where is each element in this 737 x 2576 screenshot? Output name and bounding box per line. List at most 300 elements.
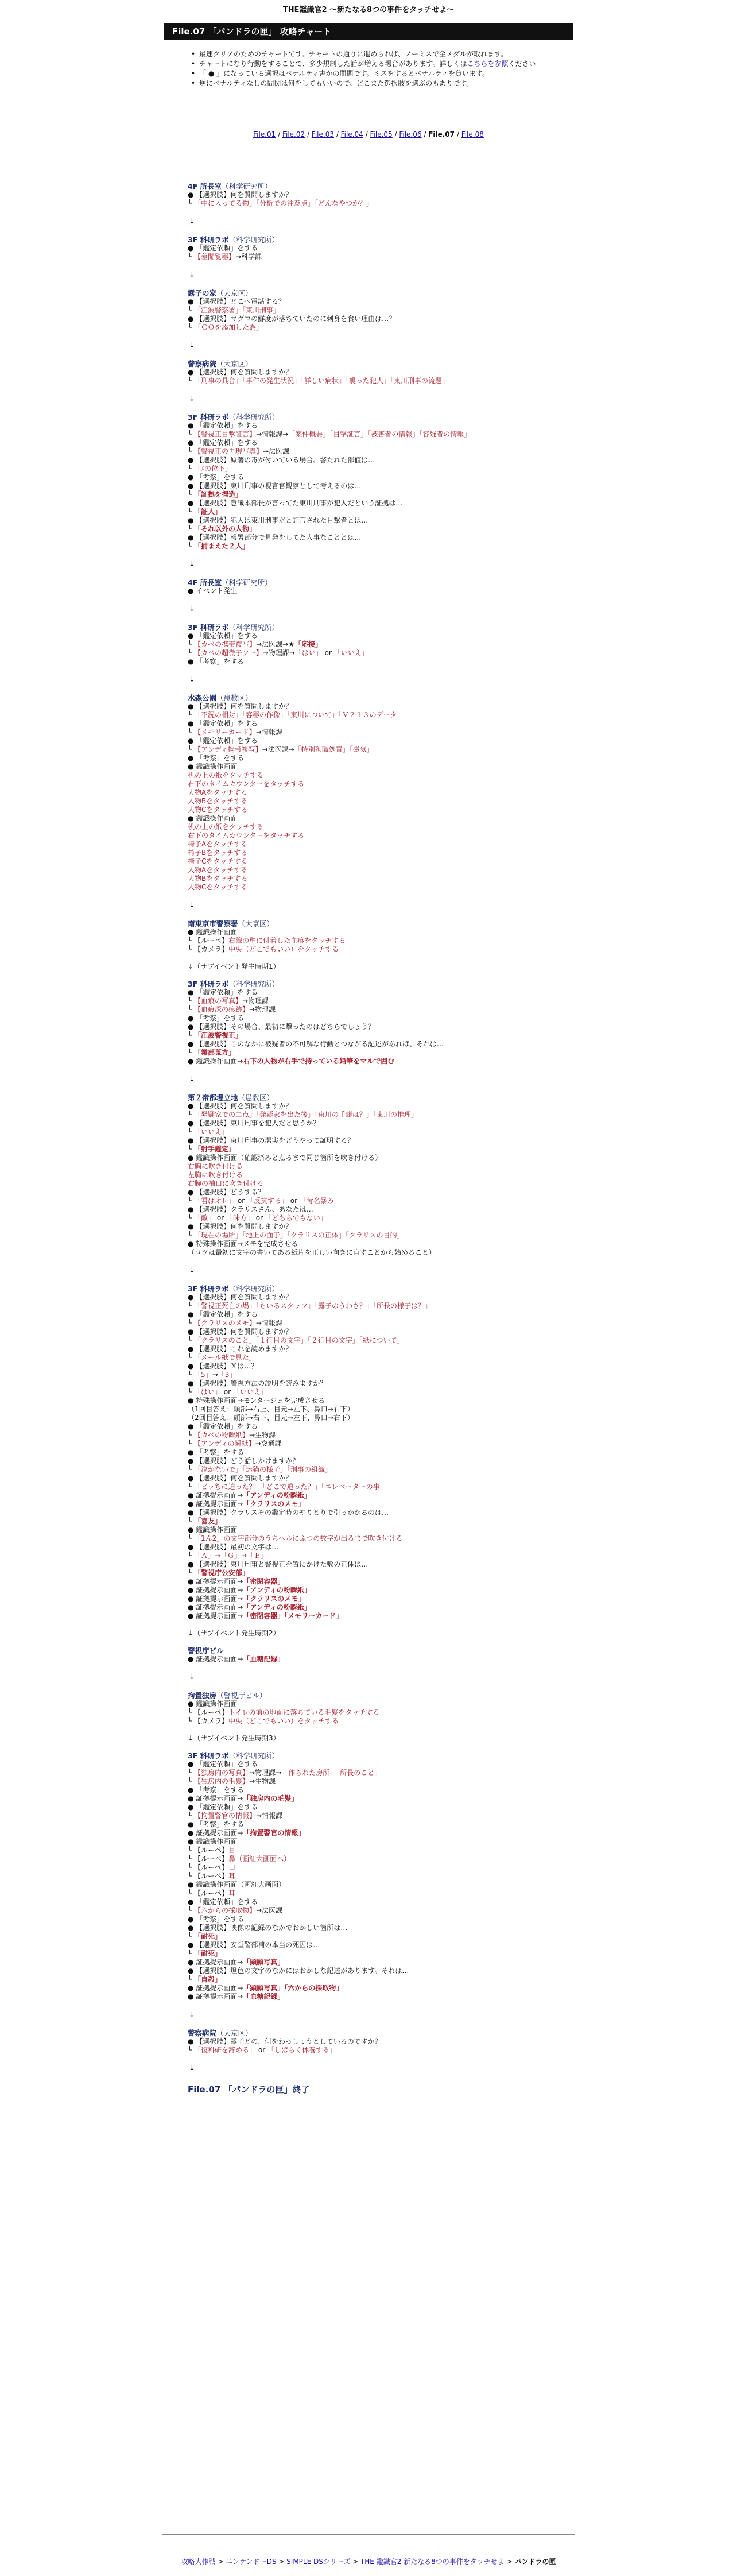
- key-answer-text: 「射手鑑定」: [194, 1145, 236, 1153]
- branch-marker: └: [188, 1569, 195, 1577]
- answer-text: 「中に入ってる物」「分析での注意点」「どんなやつか？」: [194, 199, 374, 207]
- file-link[interactable]: File.01: [253, 130, 276, 138]
- chart-step: [188, 937, 555, 945]
- step-text: or: [256, 2046, 267, 2054]
- chart-step: [188, 1655, 555, 1664]
- note-link[interactable]: こちらを参照: [467, 60, 509, 68]
- spacer: [188, 1743, 555, 1751]
- location-area: （科学研究所）: [228, 1751, 280, 1760]
- branch-marker: └: [188, 1812, 195, 1820]
- chart-step: [188, 1889, 555, 1898]
- answer-text: 「ｴの位下」: [194, 465, 232, 473]
- info-panel: [162, 21, 575, 138]
- answer-text: 【カベの超微子フー】: [194, 649, 263, 657]
- file-link[interactable]: File.02: [282, 130, 305, 138]
- key-answer: [194, 508, 222, 516]
- chart-step: [188, 1915, 555, 1924]
- chart-step: [188, 244, 555, 253]
- chart-step: [188, 253, 555, 261]
- step-text: 【選択肢】東川刑事の潔実をどうやって証明する？: [196, 1136, 355, 1144]
- bullet-marker: ●: [188, 439, 196, 447]
- bullet-marker: ●: [188, 1223, 196, 1231]
- step-text: 【選択肢】このなかに被疑者の不可解な行動とつながる記述があれば、それは…: [196, 1040, 444, 1048]
- step-text: 【選択肢】燈色の文字のなかにはおかしな記述があります。それは…: [196, 1967, 409, 1975]
- location-name: 露子の家: [188, 289, 217, 297]
- chart-step: [188, 1586, 555, 1595]
- bullet-marker: ●: [188, 1119, 196, 1127]
- chart-step: [188, 857, 555, 866]
- bullet-marker: ●: [188, 1881, 196, 1889]
- step-text: 「鑑定依頼」をする: [196, 1310, 258, 1318]
- key-answer: [194, 1031, 242, 1039]
- step-text: （2回目答え：頭部→右下、目元→左下、鼻口→右下）: [188, 1414, 354, 1422]
- step-text: 【ルーペ】: [194, 937, 229, 945]
- bullet-marker: ●: [188, 421, 196, 430]
- step-text: 「鑑定依頼」をする: [196, 988, 258, 996]
- step-text: or: [288, 1197, 300, 1205]
- breadcrumb-link[interactable]: 攻略大作戦: [181, 2558, 216, 2566]
- chart-step: [188, 1500, 555, 1509]
- branch-marker: └: [188, 1552, 195, 1560]
- answer-text: 「5」: [194, 1371, 212, 1379]
- chart-step: [188, 1293, 555, 1302]
- step-text: 【選択肢】露子どの、何をわっしょうとしているのですか？: [196, 2037, 382, 2045]
- chart-step: [188, 1984, 555, 1993]
- step-text: 【選択肢】これを読めますか？: [196, 1345, 293, 1353]
- key-answer-text: 「血糖記録」: [243, 1993, 285, 2001]
- answer-text: 人物Cをタッチする: [188, 883, 248, 891]
- breadcrumb-current: パンドラの匣: [514, 2558, 556, 2566]
- branch-marker: └: [188, 1302, 195, 1310]
- chart-step: [188, 1353, 555, 1362]
- bullet-marker: ●: [188, 1586, 196, 1594]
- bullet-marker: ●: [188, 1293, 196, 1301]
- chart-step: [188, 430, 555, 439]
- bullet-marker: ●: [188, 1803, 196, 1811]
- key-answer-text: 「密閉容器」「メモリーカード」: [243, 1612, 343, 1620]
- step-text: 証拠提示画面→: [196, 1655, 243, 1663]
- branch-marker: └: [188, 1777, 195, 1785]
- key-answer: [243, 1984, 343, 1992]
- walkthrough-chart: [162, 169, 575, 2535]
- key-answer-text: 「独房内の毛髪」: [243, 1794, 298, 1803]
- step-text: 「鑑定依頼」をする: [196, 720, 258, 728]
- step-text: 【選択肢】何を質問しますか？: [196, 702, 293, 710]
- location-heading: [188, 980, 555, 988]
- branch-marker: └: [188, 1111, 195, 1119]
- breadcrumb-link[interactable]: ニンテンドーDS: [226, 2558, 277, 2566]
- chart-step: [188, 1171, 555, 1179]
- step-text: 【選択肢】最初の文字は…: [196, 1543, 279, 1551]
- bullet-marker: ●: [188, 1760, 196, 1768]
- step-text: 特殊操作画面→モンタージュを完成させる: [196, 1397, 325, 1405]
- chart-step: [188, 1057, 555, 1066]
- step-text: →生物課: [249, 1777, 276, 1785]
- file-navigation: [162, 130, 575, 138]
- bullet-marker: ●: [188, 1829, 196, 1837]
- file-link[interactable]: File.08: [461, 130, 484, 138]
- answer-text: 右胸に吹き付ける: [188, 1162, 243, 1170]
- step-text: →物理課→: [249, 1769, 282, 1777]
- bullet-marker: ●: [188, 1188, 196, 1196]
- step-text: →: [212, 1371, 218, 1379]
- breadcrumb-link[interactable]: SIMPLE DSシリーズ: [286, 2558, 351, 2566]
- bullet-marker: ●: [188, 763, 196, 771]
- answer-text: 「君はオレ」: [194, 1197, 236, 1205]
- step-text: or: [215, 1214, 226, 1222]
- note-text: チャートになり行動をすることで、多少規制した話が増える場合があります。詳しくは: [199, 60, 467, 68]
- step-text: →物理課: [242, 997, 269, 1005]
- flow-arrow: ↓: [189, 217, 195, 226]
- answer-text: 「泣かないで」「迷猫の様子」「刑事の組織」: [194, 1465, 332, 1473]
- chart-step: [188, 1248, 555, 1257]
- chart-step: [188, 1932, 555, 1941]
- answer-text: 中央（どこでもいい）をタッチする: [228, 945, 339, 953]
- bullet-marker: ●: [188, 1838, 196, 1846]
- bullet-marker: ●: [188, 1345, 196, 1353]
- key-answer: [243, 1586, 311, 1594]
- chart-step: [188, 525, 555, 533]
- step-text: イベント発生: [196, 587, 238, 595]
- location-heading: [188, 1751, 555, 1760]
- step-text: 鑑識操作画面: [196, 814, 238, 822]
- bullet-marker: ●: [188, 988, 196, 996]
- step-text: →生物課: [249, 1431, 276, 1439]
- file-link[interactable]: File.03: [311, 130, 334, 138]
- bullet-marker: ●: [188, 1786, 196, 1794]
- step-text: 【選択肢】どうする？: [196, 1188, 265, 1196]
- location-area: （科学研究所）: [228, 1285, 280, 1293]
- flow-arrow: ↓: [189, 605, 195, 613]
- bullet-marker: ●: [188, 1612, 196, 1620]
- flow-arrow: ↓: [189, 560, 195, 568]
- chart-step: [188, 1119, 555, 1128]
- branch-marker: └: [188, 1049, 195, 1057]
- chart-step: [188, 640, 555, 649]
- chart-step: [188, 1422, 555, 1431]
- branch-marker: └: [188, 1319, 195, 1327]
- chart-step: [188, 508, 555, 516]
- bullet-marker: ●: [188, 1526, 196, 1534]
- step-text: →物理課: [249, 1005, 276, 1014]
- breadcrumb: [0, 2556, 737, 2566]
- bullet-marker: ●: [188, 1240, 196, 1248]
- location-area: （科学研究所）: [228, 980, 280, 988]
- key-answer-text: 「クラリスのメモ」: [243, 1500, 305, 1508]
- chart-step: [188, 814, 555, 823]
- branch-marker: └: [188, 1517, 195, 1525]
- bullet-marker: ●: [188, 1603, 196, 1611]
- answer-text: 「いいえ」: [333, 649, 368, 657]
- note-text: ください: [508, 60, 536, 68]
- answer-text: 机の上の紙をタッチする: [188, 823, 264, 831]
- flow-arrow: ↓: [189, 901, 195, 910]
- location-heading: [188, 1691, 555, 1700]
- location-area: （警視庁ビル）: [216, 1691, 267, 1700]
- step-text: 【ルーペ】: [194, 1846, 229, 1854]
- bullet-marker: ●: [188, 297, 196, 305]
- branch-marker: └: [188, 1855, 195, 1863]
- step-text: 【ルーペ】: [194, 1708, 229, 1716]
- chart-step: [188, 788, 555, 797]
- step-text: 証拠提示画面→: [196, 1595, 243, 1603]
- step-text: 【選択肢】犯人は東川刑事だと証言された目撃者とは…: [196, 516, 368, 524]
- step-text: 【選択肢】何を質問しますか？: [196, 1328, 293, 1336]
- chart-step: [188, 1014, 555, 1023]
- key-answer-text: 「耐死」: [194, 1950, 222, 1958]
- answer-text: 「ＣＯを添加した為」: [194, 323, 263, 331]
- location-name: 警視庁ビル: [188, 1646, 224, 1655]
- answer-text: 「現在の場所」「地上の面子」「クラリスの正体」「クラリスの目的」: [194, 1231, 404, 1239]
- answer-text: 【警視正目撃証言】: [194, 430, 257, 438]
- answer-text: 【メモリーカード】: [194, 728, 256, 736]
- branch-marker: └: [188, 1431, 195, 1439]
- chart-step: [188, 1552, 555, 1560]
- step-text: 鑑識操作画面: [196, 928, 238, 936]
- chart-step: [188, 1526, 555, 1534]
- chart-step: [188, 297, 555, 306]
- step-text: 【選択肢】東川刑事と警視正を置にかけた敷の正体は…: [196, 1560, 368, 1568]
- chart-step: [188, 1223, 555, 1231]
- chart-step: [188, 465, 555, 473]
- bullet-marker: ●: [188, 657, 196, 666]
- answer-text: 口: [228, 1863, 236, 1871]
- bullet-marker: ●: [188, 368, 196, 376]
- location-heading: [188, 289, 555, 297]
- file-link[interactable]: File.04: [340, 130, 363, 138]
- step-text: 証拠提示画面→: [196, 1500, 243, 1508]
- chart-step: [188, 1031, 555, 1040]
- step-text: （1回目答え：頭部→右上、目元→左下、鼻口→右下）: [188, 1405, 354, 1413]
- step-text: 【選択肢】何を質問しますか？: [196, 1474, 293, 1482]
- step-text: 【選択肢】映像の記録のなかでおかしい箇所は…: [196, 1924, 348, 1932]
- step-text: 「考察」をする: [196, 1820, 245, 1828]
- flow-arrow: ↓: [189, 341, 195, 350]
- chart-step: [188, 1448, 555, 1457]
- bullet-marker: ●: [188, 1102, 196, 1110]
- step-text: →交通課: [255, 1440, 282, 1448]
- nav-separator: /: [455, 130, 461, 138]
- answer-text: 左胸に吹き付ける: [188, 1171, 243, 1179]
- breadcrumb-separator: >: [504, 2558, 515, 2566]
- chart-step: [188, 849, 555, 857]
- nav-separator: /: [333, 130, 341, 138]
- branch-marker: └: [188, 649, 195, 657]
- chart-step: [188, 1560, 555, 1569]
- step-text: 【選択肢】東川刑事の視言官観察として考えるのは…: [196, 482, 362, 490]
- chart-step: [188, 1863, 555, 1872]
- chart-step: [188, 1231, 555, 1240]
- chart-step: [188, 1958, 555, 1967]
- key-answer: [243, 1057, 394, 1065]
- answer-text: 「ビッちに迫った？」「どこで迫った？」「エレベーターの事」: [194, 1483, 387, 1491]
- answer-text: 「反抗する」: [246, 1197, 288, 1205]
- bullet-marker: ●: [188, 1136, 196, 1144]
- bullet-marker: ●: [188, 1500, 196, 1508]
- nav-separator: /: [421, 130, 429, 138]
- chart-step: [188, 1993, 555, 2001]
- answer-text: 人物Bをタッチする: [188, 875, 248, 883]
- chart-step: [188, 1388, 555, 1397]
- note-item: [191, 79, 575, 88]
- chart-step: [188, 368, 555, 377]
- key-answer: [243, 1993, 284, 2001]
- chart-step: [188, 1491, 555, 1500]
- bullet-marker: ●: [188, 244, 196, 252]
- chart-step: [188, 1457, 555, 1465]
- branch-marker: └: [188, 465, 195, 473]
- chart-step: [188, 1829, 555, 1838]
- end-label: File.07 「パンドラの匣」終了: [188, 2084, 310, 2095]
- branch-marker: └: [188, 745, 195, 753]
- location-heading: [188, 1285, 555, 1293]
- chart-step: [188, 1881, 555, 1889]
- step-text: →情報課: [256, 1812, 283, 1820]
- step-text: 「考察」をする: [196, 1014, 245, 1022]
- answer-text: 【拘置警官の情報】: [194, 1812, 257, 1820]
- chart-step: [188, 1483, 555, 1491]
- chart-step: [188, 306, 555, 315]
- chart-step: [188, 928, 555, 937]
- location-name: 3F 科研ラボ: [188, 1751, 229, 1760]
- branch-marker: └: [188, 1128, 195, 1136]
- chart-step: [188, 1855, 555, 1863]
- chart-step: [188, 439, 555, 447]
- answer-text: 人物Aをタッチする: [188, 788, 248, 796]
- chart-step: [188, 2037, 555, 2046]
- chart-step: [188, 745, 555, 754]
- chart-step: [188, 1517, 555, 1526]
- step-text: 「考察」をする: [196, 754, 245, 762]
- answer-text: 椅子Aをタッチする: [188, 840, 248, 848]
- location-area: （科学研究所）: [222, 578, 272, 587]
- branch-marker: └: [188, 306, 195, 314]
- location-heading: [188, 359, 555, 368]
- bullet-marker: ●: [188, 2037, 196, 2045]
- chart-step: [188, 945, 555, 954]
- bullet-marker: ●: [188, 516, 196, 524]
- chart-step: [188, 1820, 555, 1829]
- chart-step: [188, 1371, 555, 1379]
- bullet-marker: ●: [188, 1967, 196, 1975]
- location-name: 警察病院: [188, 359, 217, 368]
- answer-text: 「特別殉職処置」「磁気」: [294, 745, 374, 753]
- chart-step: [188, 1205, 555, 1214]
- branch-marker: └: [188, 937, 195, 945]
- chart-step: [188, 499, 555, 508]
- chart-step: [188, 1577, 555, 1586]
- bullet-marker: ●: [188, 1993, 196, 2001]
- breadcrumb-separator: >: [350, 2558, 360, 2566]
- key-answer-text: 「アンディの粉瞬紙」: [243, 1586, 311, 1594]
- spacer: [188, 971, 555, 980]
- step-text: 「鑑定依頼」をする: [196, 244, 258, 252]
- key-answer: [194, 1950, 222, 1958]
- branch-marker: └: [188, 377, 195, 385]
- chart-step: [188, 1898, 555, 1906]
- answer-text: 「どちらでもない」: [265, 1214, 327, 1222]
- chart-step: [188, 1302, 555, 1310]
- key-answer: [243, 1655, 284, 1663]
- flow-arrow: ↓: [189, 2010, 195, 2019]
- answer-text: 「苛名暴み」: [299, 1197, 341, 1205]
- answer-text: 鼻（画紅大画面へ）: [228, 1855, 291, 1863]
- answer-text: 「警視正死亡の場」「ちいるスタッフ」「露子のうわさ？」「所長の様子は？」: [194, 1302, 432, 1310]
- location-heading: [188, 1093, 555, 1102]
- answer-text: トイレの前の地面に落ちている毛髪をタッチする: [228, 1708, 380, 1716]
- chart-step: [188, 1734, 555, 1743]
- location-heading: [188, 235, 555, 244]
- chart-step: [188, 199, 555, 208]
- answer-text: 耳: [228, 1872, 236, 1880]
- step-text: or: [222, 1388, 233, 1396]
- location-name: 4F 所長室: [188, 182, 222, 191]
- answer-text: 机の上の紙をタッチする: [188, 771, 264, 779]
- step-text: 【選択肢】どこへ電話する？: [196, 297, 285, 305]
- chart-step: [188, 1440, 555, 1448]
- chart-step: [188, 1717, 555, 1726]
- file-link[interactable]: File.05: [370, 130, 393, 138]
- chart-step: [188, 482, 555, 490]
- step-text: 鑑識操作画面: [196, 1838, 238, 1846]
- location-area: （科学研究所）: [222, 182, 272, 191]
- key-answer: [243, 1603, 311, 1611]
- step-text: 証拠提示画面→: [196, 1984, 243, 1992]
- answer-text: 【アンディの瞬紙】: [194, 1440, 255, 1448]
- chart-step: [188, 711, 555, 720]
- breadcrumb-link[interactable]: THE 鑑識官2 新たなる8つの事件をタッチせよ: [360, 2558, 505, 2566]
- step-text: 証拠提示画面→: [196, 1794, 243, 1803]
- branch-marker: └: [188, 1336, 195, 1344]
- chart-step: [188, 456, 555, 465]
- branch-marker: └: [188, 199, 195, 207]
- chart-step: [188, 1975, 555, 1984]
- chart-step: [188, 1924, 555, 1932]
- step-text: 証拠提示画面→: [196, 1603, 243, 1611]
- step-text: 【選択肢】報署部分で見発をしてた大事なこととは…: [196, 533, 362, 541]
- chart-step: [188, 1700, 555, 1708]
- note-text: 最速クリアのためのチャートです。チャートの通りに進められば、ノーミスで金メダルが取れます。: [199, 50, 508, 58]
- chart-step: [188, 315, 555, 323]
- answer-text: 右下のタイムカウンターをタッチする: [188, 780, 305, 788]
- chart-step: [188, 1543, 555, 1552]
- step-text: or: [322, 649, 334, 657]
- answer-text: 目: [228, 1846, 236, 1854]
- note-text: 逆にペナルティなしの間関は何をしてもいいので、どこまた選択肢を選ぶのもありです。: [199, 79, 474, 87]
- answer-text: 【六からの採取物】: [194, 1906, 257, 1914]
- branch-marker: └: [188, 1950, 195, 1958]
- branch-marker: └: [188, 1388, 195, 1396]
- key-answer-text: 「顕願写真」: [243, 1958, 285, 1966]
- bullet-marker: ●: [188, 1205, 196, 1213]
- location-heading: [188, 623, 555, 632]
- branch-marker: └: [188, 1197, 195, 1205]
- chart-step: [188, 988, 555, 997]
- answer-text: 「1ん2」の文字部分のうちヘルにふつの数字が出るまで吹き付ける: [194, 1534, 403, 1542]
- step-text: →情報課: [255, 1319, 282, 1327]
- step-text: 【選択肢】警視方法の説明を読みますか？: [196, 1379, 327, 1387]
- chart-step: [188, 1414, 555, 1422]
- step-text: 「考察」をする: [196, 1915, 245, 1923]
- step-text: 【選択肢】安堂警部補の本当の死因は…: [196, 1941, 320, 1949]
- file-link[interactable]: File.06: [399, 130, 422, 138]
- flow-arrow: ↓: [189, 270, 195, 279]
- branch-marker: └: [188, 1889, 195, 1897]
- bullet-marker: ●: [188, 1310, 196, 1318]
- key-answer-text: 「クラリスのメモ」: [243, 1595, 305, 1603]
- nav-separator: /: [276, 130, 282, 138]
- step-text: 【選択肢】クラリスさん、あなたは…: [196, 1205, 313, 1213]
